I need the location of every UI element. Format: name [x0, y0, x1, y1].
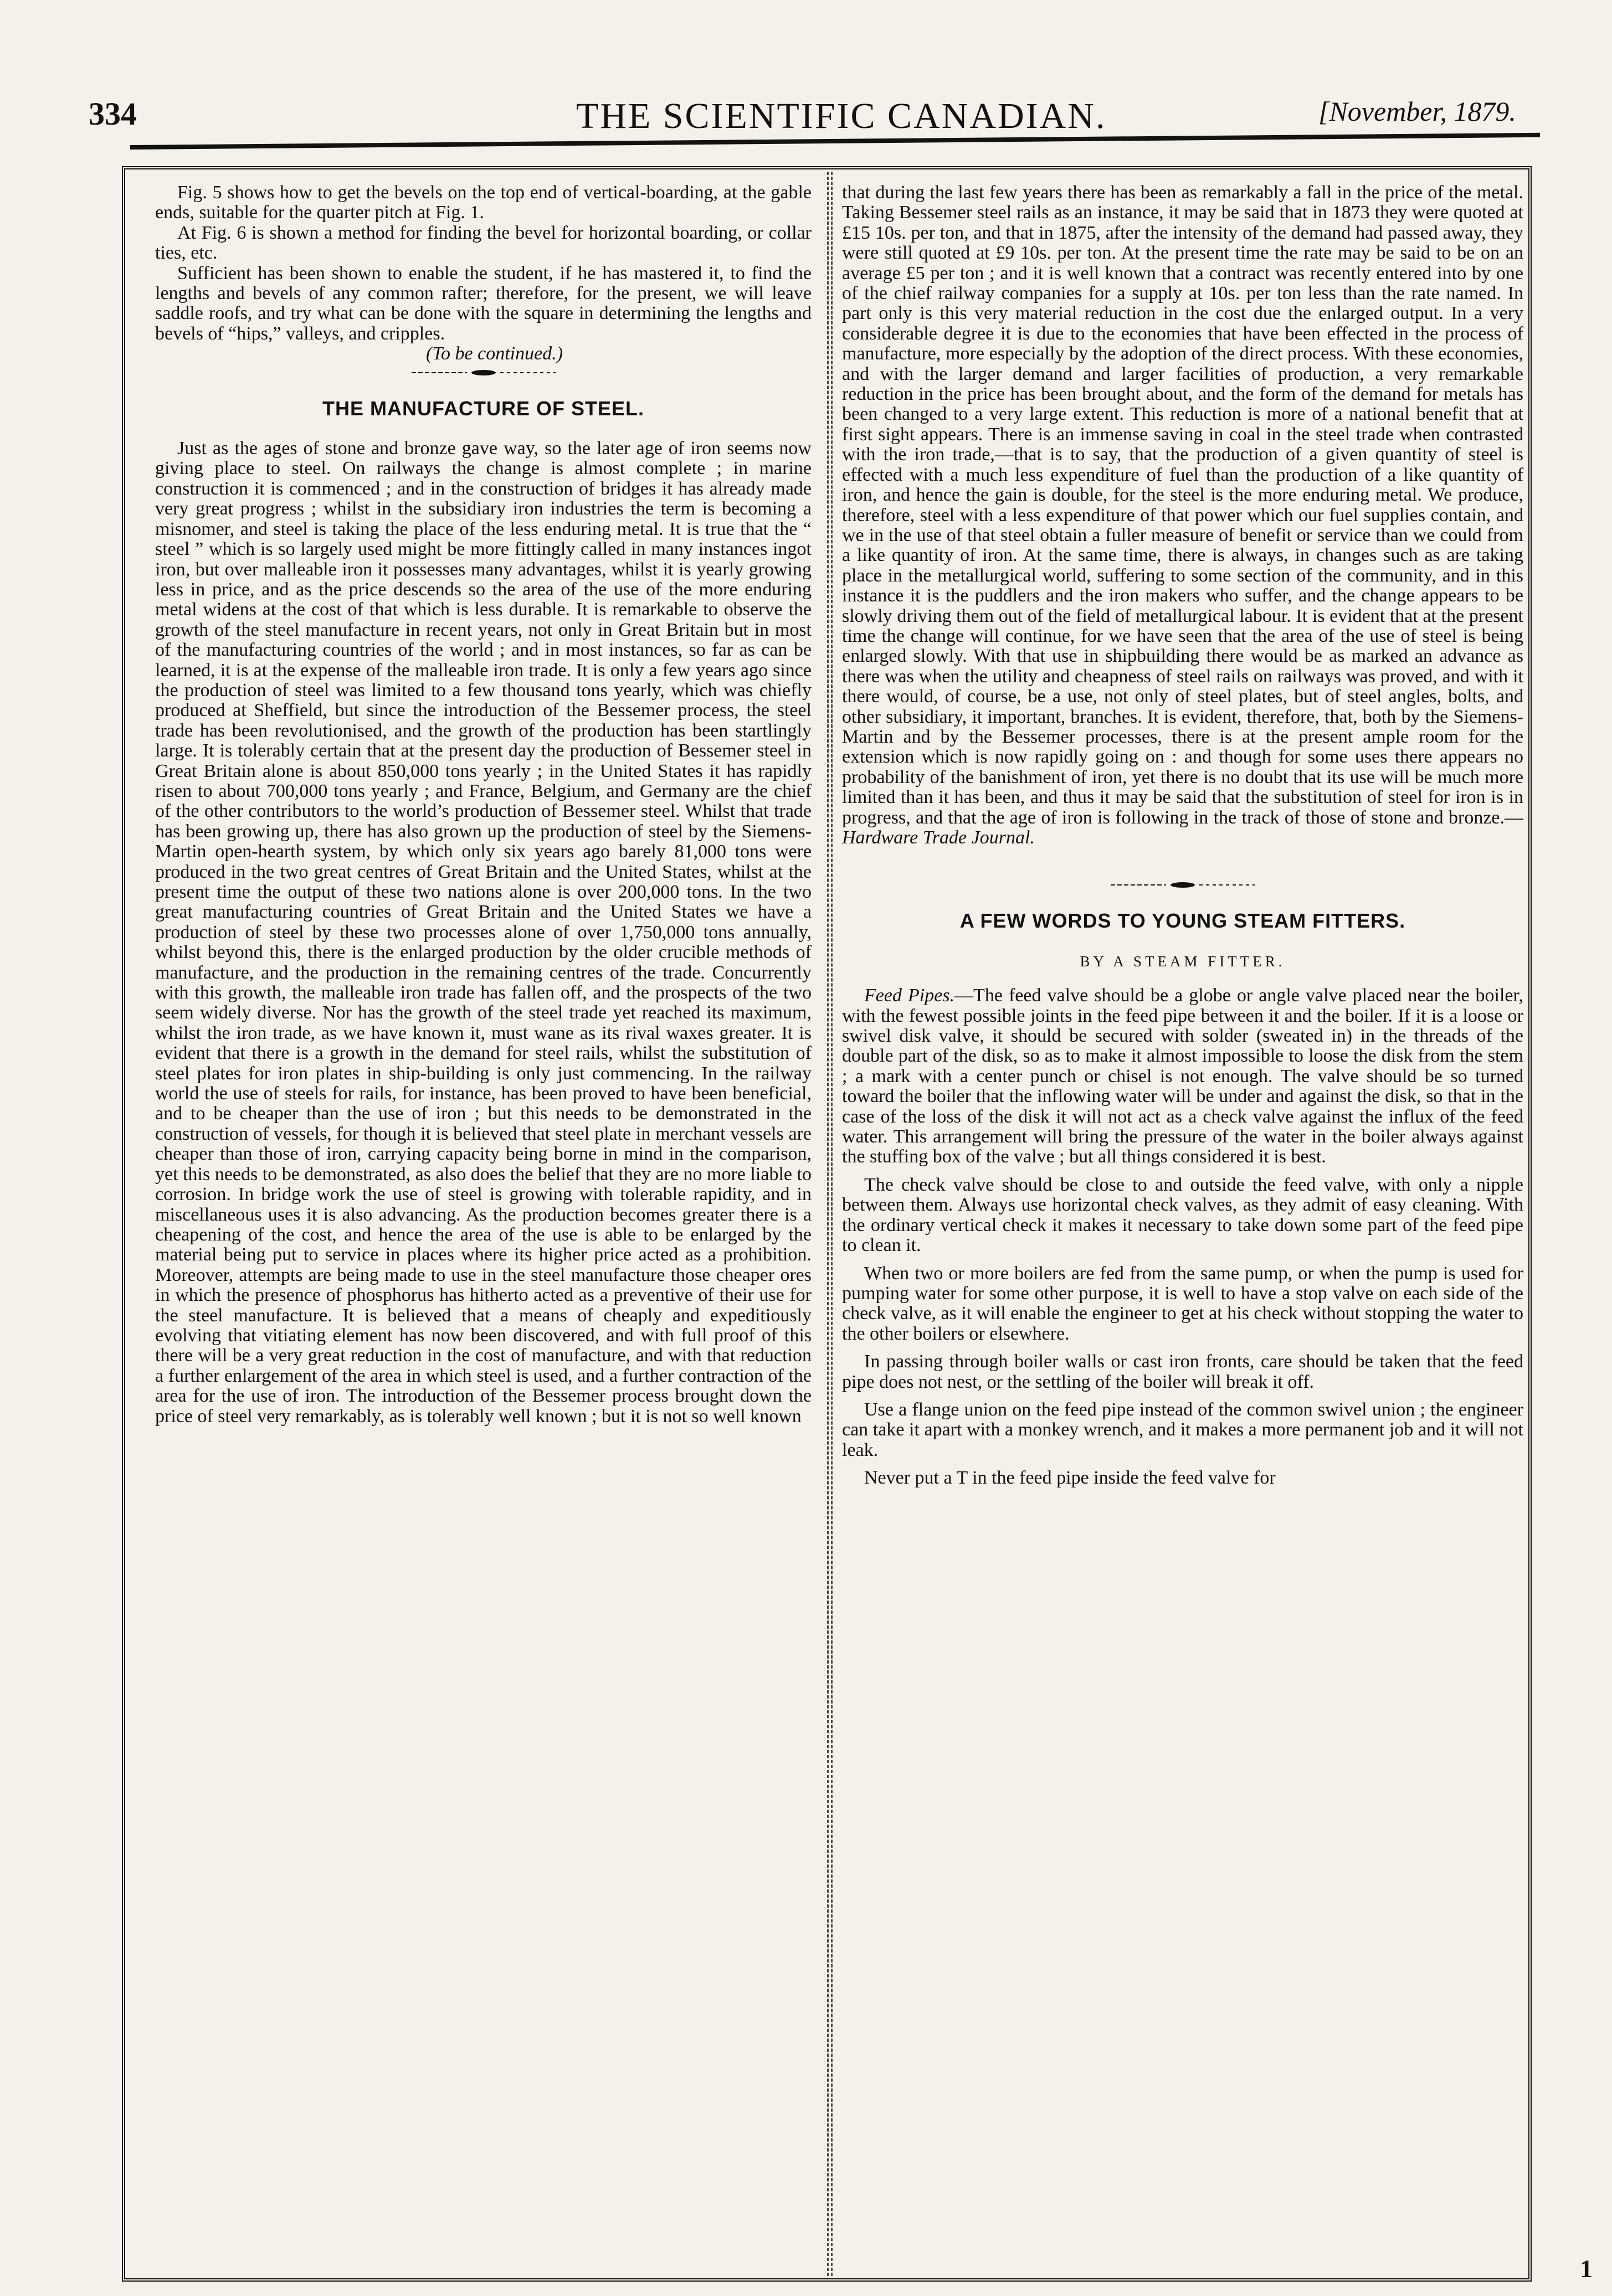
steel-continuation-text: that during the last few years there has been as remarkably a fall in the price of the metal. Taking Bessemer steel rails as an instance, it may be said that in 1873 they were quoted at £15 10s. per ton, and that in 1875, after the intensity of the demand had passed away, they were still quoted at £9 10s. per ton. At the present time the rate may be said to be on an average £5 per ton ; and it is well known that a contract was recently entered into by one of the chief railway companies for a supply at 10s. per ton less than the rate named. In part only is this very material reduction in the cost due the enlarged output. In a very considerable degree it is due to the economies that have been effected in the process of manufacture, more especially by the adoption of the direct process. With these economies, and with the larger demand and larger facilities of production, a very remarkable reduction in the price has been brought about, and the form of the demand for metals has been changed to a very large extent. This reduction is more of a national benefit that at first sight appears. There is an immense saving in coal in the steel trade when contrasted with the iron trade,—that is to say, that the production of a given quantity of steel is effected with a much less expenditure of fuel than the production of a like quantity of iron, and hence the gain is double, for the steel is the more enduring metal. We produce, therefore, steel with a less expenditure of that power which our fuel supplies contain, and we in the use of that steel obtain a fuller measure of benefit or service than we could from a like quantity of iron. At the same time, there is always, in changes such as are taking place in the metallurgical world, suffering to some section of the community, and in this instance it is the puddlers and the iron makers who suffer, and the change appears to be slowly driving them out of the field of metallurgical labour. It is evident that at the present time the change will continue, for we have seen that the area of the use of steel is being enlarged slowly. With that use in shipbuilding there would be as marked an advance as there was when the utility and cheapness of steel rails on railways was proved, and with it there would, of course, be a use, not only of steel plates, but of steel angles, bolts, and other subsidiary, it important, branches. It is evident, therefore, that, both by the Siemens-Martin and by the Bessemer processes, there is at the present ample room for the extension which is now rapidly going on : and though for some uses there appears no probability of the banishment of iron, yet there is no doubt that its use will be much more limited than it has been, and thus it may be said that the substitution of steel for iron is in progress, and that the age of iron is following in the track of those of stone and bronze.— [842, 182, 1523, 828]
steam-article-title: A FEW WORDS TO YOUNG STEAM FITTERS. [959, 909, 1406, 933]
steel-article-continuation [842, 183, 1523, 848]
steam-paragraph: The check valve should be close to and outside the feed valve, with only a nipple between them. Always use horizontal check valves, as they admit of easy cleaning. With the ordinary vertical check it makes it necessary to take down some part of the feed pipe to clean it. [842, 1174, 1523, 1256]
page-number: 334 [89, 96, 137, 132]
paragraph-spacer [842, 1256, 1523, 1264]
page-header [0, 0, 1612, 166]
steam-paragraph: Use a flange union on the feed pipe instead of the common swivel union ; the engineer can take it apart with a monkey wrench, and it makes a more permanent job and it will not leak. [842, 1399, 1523, 1460]
edge-mark: 1 [1580, 2254, 1593, 2283]
paragraph-spacer [842, 1392, 1523, 1400]
continued-note: (To be continued.) [425, 343, 563, 364]
intro-paragraph: Fig. 5 shows how to get the bevels on the top end of vertical-boarding, at the gable ends, suitable for the quarter pitch at Fig. 1. [155, 182, 812, 223]
feed-pipes-lead: Feed Pipes. [864, 985, 955, 1006]
steam-paragraph: In passing through boiler walls or cast iron fronts, care should be taken that the feed pipe does not nest, or the settling of the boiler will break it off. [842, 1351, 1523, 1392]
intro-paragraph: Sufficient has been shown to enable the student, if he has mastered it, to find the lengths and bevels of any common rafter; therefore, for the present, we will leave saddle roofs, and try what can be done with the square in determining the lengths and bevels of “hips,” valleys, and cripples. [155, 262, 812, 344]
section-ornament-icon [401, 369, 567, 377]
steam-article-byline: BY A STEAM FITTER. [1080, 953, 1286, 970]
steam-paragraph [842, 986, 1523, 1167]
steam-paragraph-text: —The feed valve should be a globe or angle valve placed near the boiler, with the fewest possible joints in the feed pipe between it and the boiler. If it is a loose or swivel disk valve, it should be secured with solder (sweated in) in the threads of the double part of the disk, so as to make it almost impossible to loose the disk from the stem ; a mark with a center punch or chisel is not enough. The valve should be so turned toward the boiler that the inflowing water will be under and against the disk, so that in the case of the loss of the disk it will not act as a check valve against the influx of the feed water. This arrangement will bring the pressure of the water in the boiler always against the stuffing box of the valve ; but all things considered it is best. [842, 985, 1523, 1167]
steam-paragraph: Never put a T in the feed pipe inside the feed valve for [864, 1468, 1276, 1489]
steel-article-source: Hardware Trade Journal. [842, 827, 1035, 848]
steel-article-title: THE MANUFACTURE OF STEEL. [322, 397, 644, 420]
paragraph-spacer [842, 1344, 1523, 1352]
left-column [155, 183, 812, 1427]
steam-paragraph: When two or more boilers are fed from the same pump, or when the pump is used for pumping water for some other purpose, it is well to have a stop valve on each side of the check valve, as it will enable the engineer to get at his check without stopping the water to the other boilers or elsewhere. [842, 1263, 1523, 1344]
column-divider [827, 172, 829, 2276]
paragraph-spacer [842, 1460, 1523, 1468]
intro-paragraph: At Fig. 6 is shown a method for finding the bevel for horizontal boarding, or collar ties, etc. [155, 222, 812, 264]
journal-title: THE SCIENTIFIC CANADIAN. [576, 96, 1107, 136]
steel-article-body: Just as the ages of stone and bronze gave way, so the later age of iron seems now giving place to steel. On railways the change is almost complete ; in marine construction it is commenced ; and in the construction of bridges it has already made very great progress ; whilst in the subsidiary iron industries the term is becoming a misnomer, and steel is taking the place of the less enduring metal. It is true that the “ steel ” which is so largely used might be more fittingly called in many instances ingot iron, but over malleable iron it possesses many advantages, whilst it is yearly growing less in price, and as the price descends so the area of the use of the more enduring metal widens at the cost of that which is less durable. It is remarkable to observe the growth of the steel manufacture in recent years, not only in Great Britain but in most of the manufacturing countries of the world ; and in most instances, so far as can be learned, it is at the expense of the malleable iron trade. It is only a few years ago since the production of steel was limited to a few thousand tons yearly, which was chiefly produced at Sheffield, but since the introduction of the Bessemer process, the steel trade has been revolutionised, and the growth of the production has been startlingly large. It is tolerably certain that at the present day the production of Bessemer steel in Great Britain alone is about 850,000 tons yearly ; in the United States it has rapidly risen to about 700,000 tons yearly ; and France, Belgium, and Germany are the chief of the other contributors to the world’s production of Bessemer steel. Whilst that trade has been growing up, there has also grown up the production of steel by the Siemens-Martin open-hearth system, by which only six years ago barely 81,000 tons were produced in the two great centres of Great Britain and the United States, whilst at the present time the output of these two nations alone is over 200,000 tons. In the two great manufacturing countries of Great Britain and the United States we have a production of steel by these two processes alone of over 1,750,000 tons annually, whilst beyond this, there is the enlarged production by the older crucible methods of manufacture, and the production in the remaining centres of the trade. Concurrently with this growth, the malleable iron trade has fallen off, and the prospects of the two seem widely diverse. Nor has the growth of the steel trade yet reached its maximum, whilst the iron trade, as we have known it, must wane as its rival waxes greater. It is evident that there is a growth in the demand for steel rails, whilst the substitution of steel plates for iron plates in ship-building is only just commencing. In the railway world the use of steels for rails, for instance, has been proved to have been beneficial, and to be cheaper than the use of iron ; but this needs to be demonstrated in the construction of vessels, for though it is believed that steel plate in merchant vessels are cheaper than those of iron, carrying capacity being borne in mind in the comparison, yet this needs to be demonstrated, as also does the belief that they are no more liable to corrosion. In bridge work the use of steel is growing with tolerable rapidity, and in miscellaneous uses it is also advancing. As the production becomes greater there is a cheapening of the cost, and hence the area of the use is able to be enlarged by the material being put to service in places where its higher price acted as a prohibition. Moreover, attempts are being made to use in the steel manufacture those cheaper ores in which the presence of phosphorus has hitherto acted as a preventive of their use for the steel manufacture. It is believed that a means of cheaply and expeditiously evolving that vitiating element has now been discovered, and with full proof of this there will be a very great reduction in the cost of manufacture, and with that reduction a further enlargement of the area in which steel is used, and a further contraction of the area for the use of iron. The introduction of the Bessemer process brought down the price of steel very remarkably, as is tolerably well known ; but it is not so well known [155, 438, 812, 1427]
issue-date: [November, 1879. [1318, 96, 1516, 127]
column-divider [831, 172, 833, 2276]
section-ornament-icon [1100, 881, 1266, 889]
paragraph-spacer [842, 1167, 1523, 1175]
right-column [842, 183, 1523, 1489]
